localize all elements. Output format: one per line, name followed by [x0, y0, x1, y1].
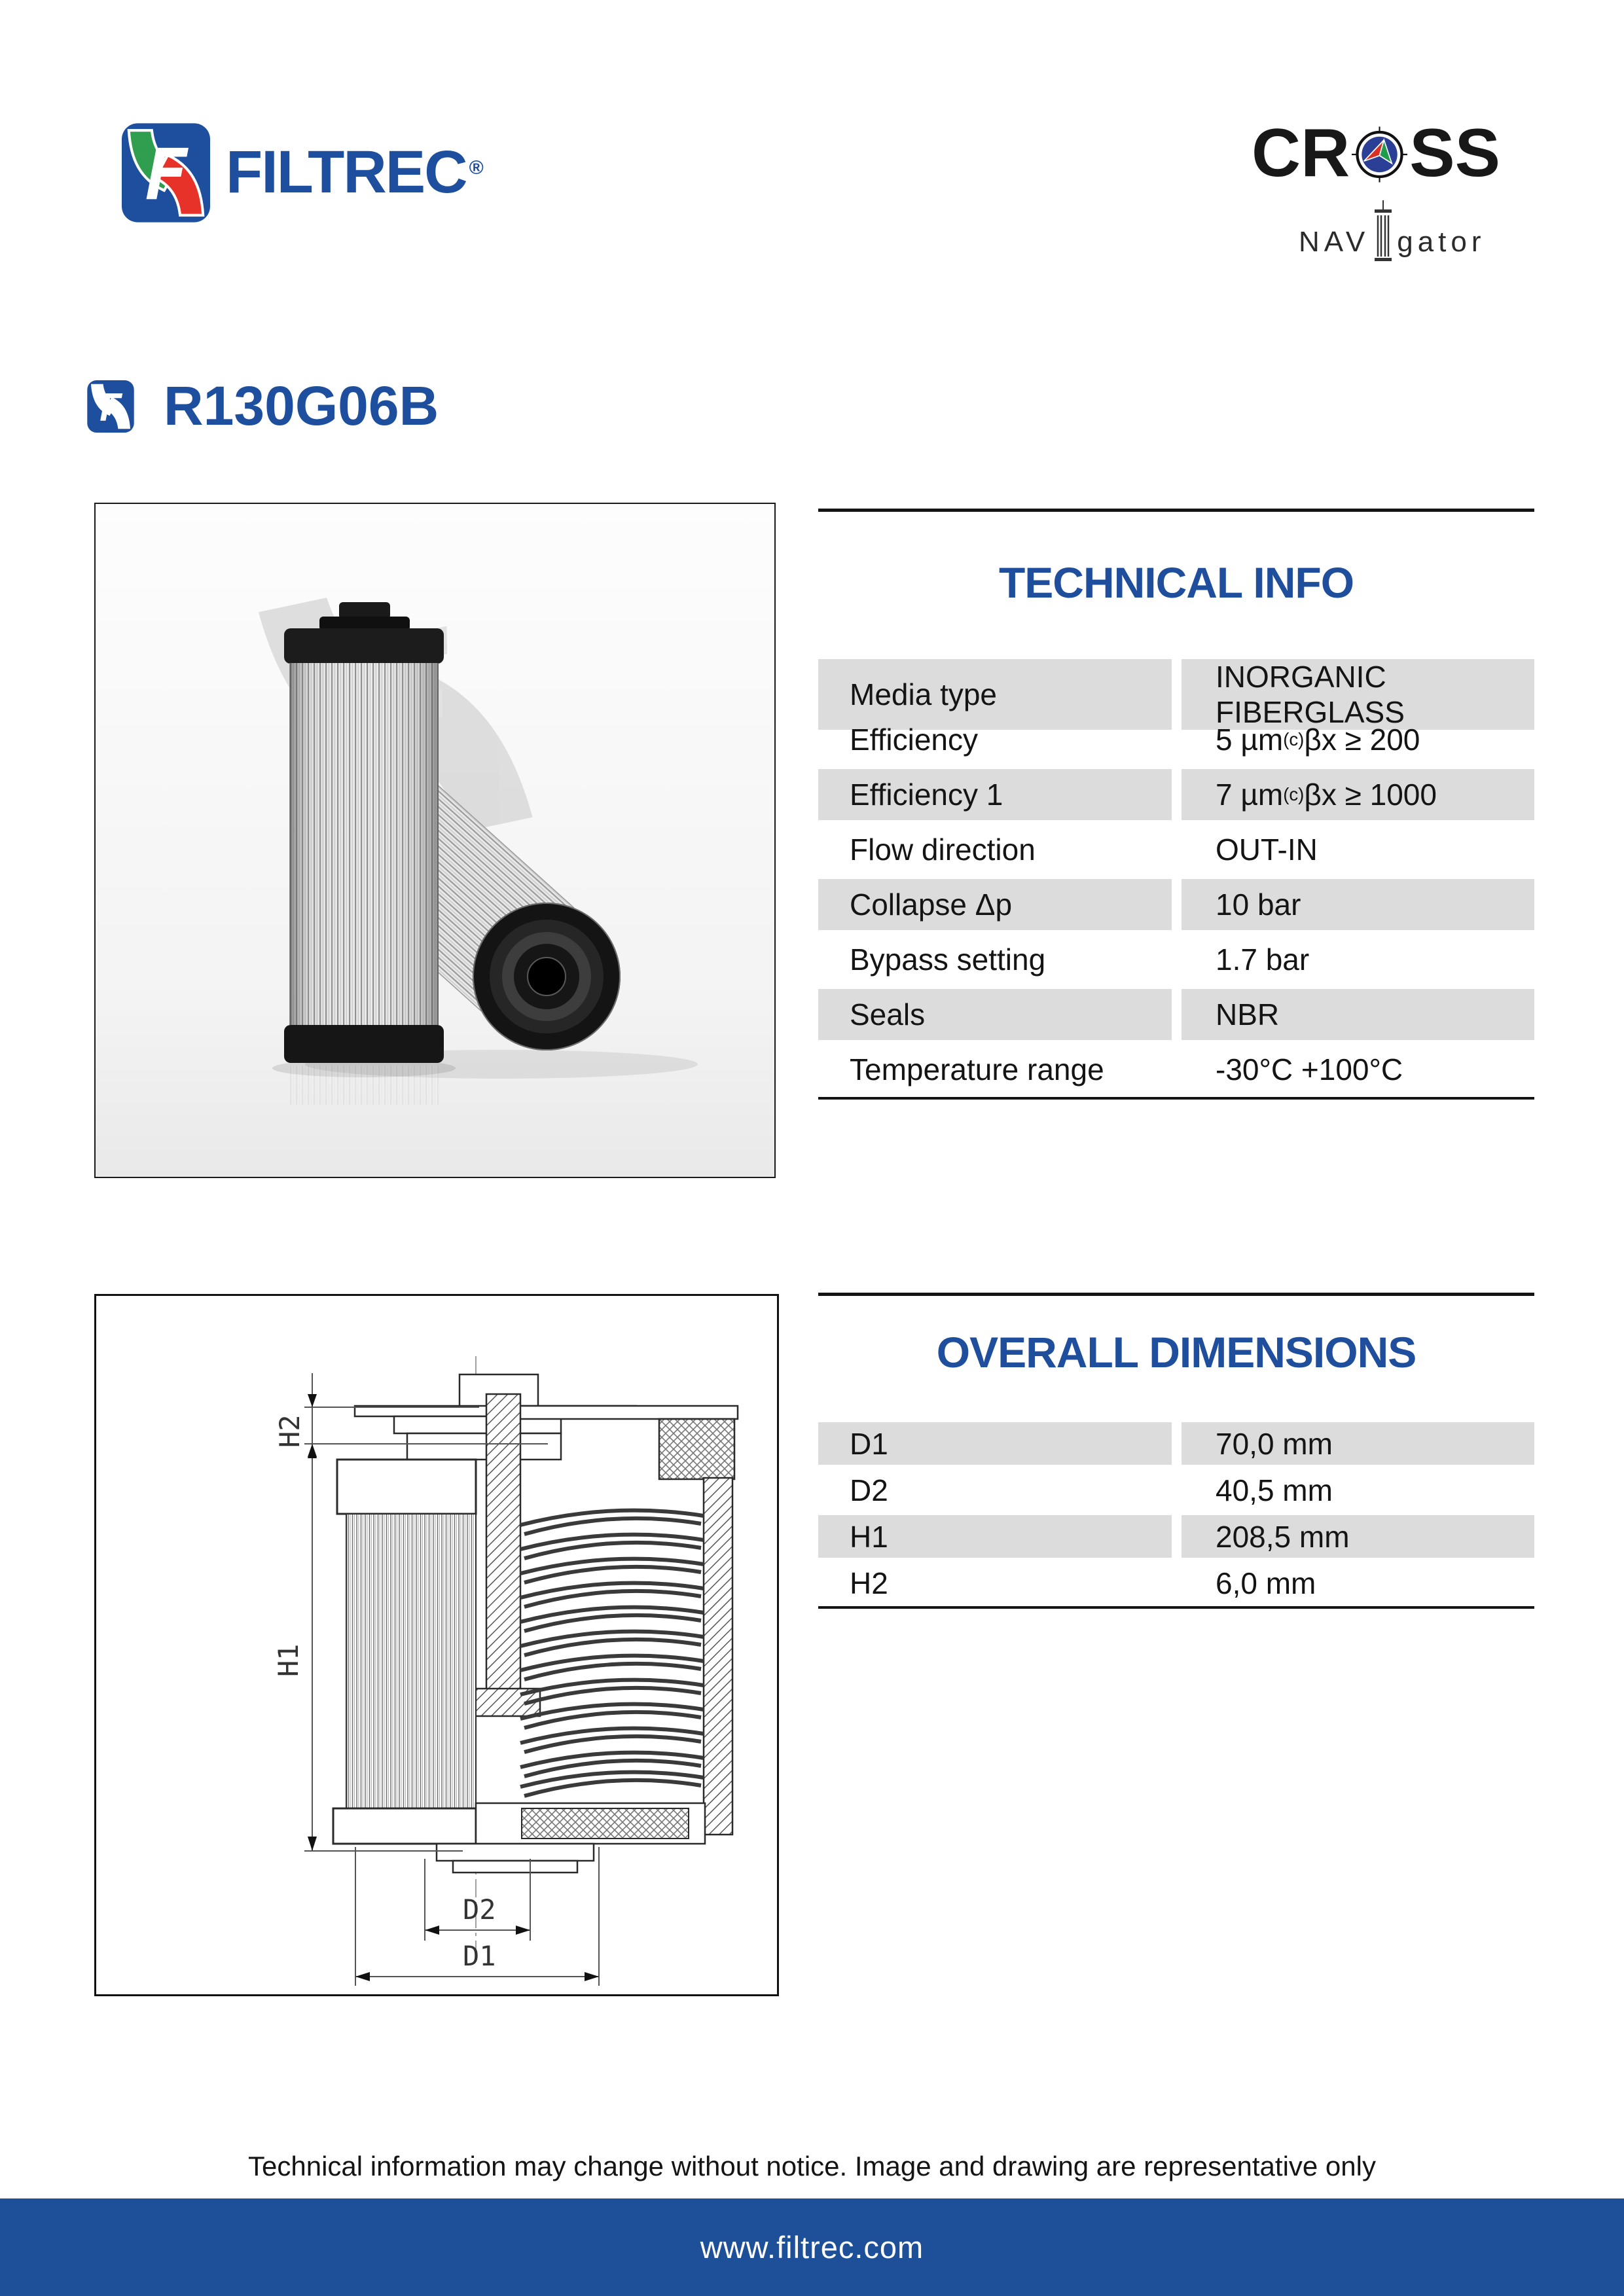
disclaimer-note: Technical information may change without notice. Image and drawing are representative only	[248, 2151, 1376, 2181]
product-title-row	[85, 374, 439, 438]
section-top-rule	[818, 1293, 1534, 1296]
navigator-wordmark: NAV gator	[1252, 188, 1500, 257]
overall-dimensions-table	[818, 1420, 1534, 1606]
footer-bar	[0, 2198, 1624, 2296]
technical-info-table	[818, 657, 1534, 1097]
table-row: Seals NBR	[818, 987, 1534, 1042]
technical-info-title: TECHNICAL INFO	[998, 558, 1354, 607]
table-row: Flow direction OUT-IN	[850, 833, 1318, 867]
column-icon	[1372, 200, 1394, 268]
technical-info-section	[818, 509, 1534, 1100]
table-row: Collapse Δp 10 bar	[818, 877, 1534, 932]
drawing-label-d2: D2	[463, 1893, 496, 1926]
product-code: R130G06B	[164, 375, 439, 437]
lying-filter-endcap	[473, 903, 621, 1050]
website-link[interactable]: www.filtrec.com	[700, 2230, 924, 2265]
overall-dimensions-section	[818, 1293, 1534, 1609]
section-top-rule	[818, 509, 1534, 512]
standing-filter-element	[284, 602, 444, 1105]
product-photo	[96, 504, 774, 1177]
table-row: Bypass setting 1.7 bar	[850, 942, 1310, 977]
table-row: Efficiency 5 µm (c) βx ≥ 200	[850, 723, 1420, 757]
technical-drawing	[96, 1296, 777, 1994]
spring-coil	[520, 1511, 704, 1796]
filtrec-wordmark: FILTREC ®	[226, 139, 482, 206]
table-row: H2 6,0 mm	[850, 1566, 1316, 1600]
table-row: D2 40,5 mm	[850, 1473, 1333, 1507]
table-row: D1 70,0 mm	[818, 1420, 1534, 1467]
table-row: H1 208,5 mm	[818, 1513, 1534, 1560]
registered-mark: ®	[469, 157, 482, 179]
drawing-label-h2: H2	[274, 1414, 306, 1448]
table-row: Efficiency 1 7 µm (c) βx ≥ 1000	[818, 767, 1534, 822]
compass-icon	[1352, 123, 1407, 186]
table-row: Temperature range -30°C +100°C	[850, 1052, 1403, 1086]
section-bottom-rule	[818, 1097, 1534, 1100]
drawing-label-h1: H1	[272, 1643, 304, 1677]
filtrec-logo-icon	[122, 123, 210, 223]
product-photo-box	[94, 503, 776, 1178]
cross-wordmark: CR SS	[1252, 115, 1500, 191]
section-bottom-rule	[818, 1606, 1534, 1609]
drawing-label-d1: D1	[463, 1940, 496, 1972]
filtrec-logo	[122, 123, 480, 223]
cross-navigator-logo	[1252, 115, 1500, 258]
product-code-icon	[85, 380, 136, 433]
table-row: Media type INORGANIC FIBERGLASS	[818, 657, 1534, 712]
overall-dimensions-title: OVERALL DIMENSIONS	[936, 1328, 1416, 1376]
technical-drawing-box	[94, 1294, 779, 1996]
svg-text:F: F	[145, 134, 188, 217]
svg-text:F: F	[99, 386, 122, 429]
